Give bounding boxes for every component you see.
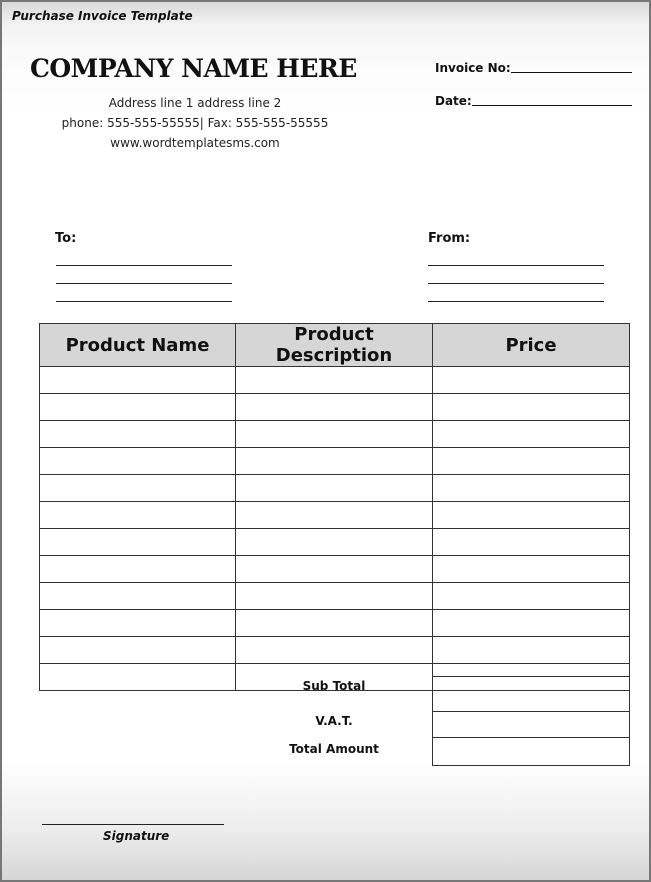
product-description-cell[interactable] bbox=[236, 610, 433, 637]
header-product-name: Product Name bbox=[40, 324, 236, 367]
date-field[interactable] bbox=[472, 105, 632, 106]
price-cell[interactable] bbox=[433, 556, 630, 583]
vat-field[interactable] bbox=[432, 711, 630, 738]
header-price: Price bbox=[433, 324, 630, 367]
table-row bbox=[40, 502, 630, 529]
product-description-cell[interactable] bbox=[236, 394, 433, 421]
subtotal-field[interactable] bbox=[432, 676, 630, 712]
from-line-2[interactable] bbox=[428, 283, 604, 284]
price-cell[interactable] bbox=[433, 448, 630, 475]
product-name-cell[interactable] bbox=[40, 556, 236, 583]
product-description-cell[interactable] bbox=[236, 502, 433, 529]
invoice-number-label: Invoice No: bbox=[435, 61, 511, 75]
product-name-cell[interactable] bbox=[40, 637, 236, 664]
product-name-cell[interactable] bbox=[40, 502, 236, 529]
table-row bbox=[40, 421, 630, 448]
company-phone-fax: phone: 555-555-55555| Fax: 555-555-55555 bbox=[61, 116, 329, 130]
to-line-3[interactable] bbox=[56, 301, 232, 302]
product-description-cell[interactable] bbox=[236, 556, 433, 583]
table-row bbox=[40, 583, 630, 610]
table-row bbox=[40, 367, 630, 394]
product-name-cell[interactable] bbox=[40, 583, 236, 610]
product-name-cell[interactable] bbox=[40, 610, 236, 637]
product-name-cell[interactable] bbox=[40, 448, 236, 475]
product-description-cell[interactable] bbox=[236, 475, 433, 502]
product-description-cell[interactable] bbox=[236, 421, 433, 448]
from-label: From: bbox=[428, 231, 471, 246]
price-cell[interactable] bbox=[433, 475, 630, 502]
price-cell[interactable] bbox=[433, 502, 630, 529]
company-address: Address line 1 address line 2 bbox=[108, 96, 282, 110]
price-cell[interactable] bbox=[433, 529, 630, 556]
product-description-cell[interactable] bbox=[236, 583, 433, 610]
to-label: To: bbox=[55, 231, 77, 246]
company-website: www.wordtemplatesms.com bbox=[110, 136, 280, 150]
table-row bbox=[40, 448, 630, 475]
company-name: COMPANY NAME HERE bbox=[30, 54, 357, 83]
from-line-1[interactable] bbox=[428, 265, 604, 266]
table-row bbox=[40, 556, 630, 583]
product-description-cell[interactable] bbox=[236, 637, 433, 664]
price-cell[interactable] bbox=[433, 421, 630, 448]
table-header-row bbox=[40, 324, 630, 367]
product-name-cell[interactable] bbox=[40, 394, 236, 421]
to-line-2[interactable] bbox=[56, 283, 232, 284]
total-amount-field[interactable] bbox=[432, 738, 630, 766]
subtotal-label: Sub Total bbox=[302, 679, 366, 693]
product-name-cell[interactable] bbox=[40, 664, 236, 691]
product-name-cell[interactable] bbox=[40, 475, 236, 502]
table-row bbox=[40, 610, 630, 637]
vat-label: V.A.T. bbox=[315, 714, 353, 728]
items-table bbox=[39, 323, 630, 691]
table-row bbox=[40, 475, 630, 502]
price-cell[interactable] bbox=[433, 583, 630, 610]
price-cell[interactable] bbox=[433, 367, 630, 394]
to-line-1[interactable] bbox=[56, 265, 232, 266]
table-row bbox=[40, 637, 630, 664]
signature-line[interactable] bbox=[42, 824, 224, 825]
from-line-3[interactable] bbox=[428, 301, 604, 302]
product-name-cell[interactable] bbox=[40, 367, 236, 394]
price-cell[interactable] bbox=[433, 637, 630, 664]
table-row bbox=[40, 394, 630, 421]
product-description-cell[interactable] bbox=[236, 448, 433, 475]
total-amount-label: Total Amount bbox=[289, 742, 379, 756]
document-title: Purchase Invoice Template bbox=[12, 9, 193, 23]
price-cell[interactable] bbox=[433, 610, 630, 637]
product-description-cell[interactable] bbox=[236, 529, 433, 556]
product-name-cell[interactable] bbox=[40, 529, 236, 556]
product-description-cell[interactable] bbox=[236, 367, 433, 394]
product-name-cell[interactable] bbox=[40, 421, 236, 448]
date-label: Date: bbox=[435, 94, 472, 108]
header-product-description: Product Description bbox=[236, 324, 433, 367]
signature-label: Signature bbox=[103, 829, 170, 843]
invoice-number-field[interactable] bbox=[511, 72, 632, 73]
table-row bbox=[40, 529, 630, 556]
price-cell[interactable] bbox=[433, 394, 630, 421]
